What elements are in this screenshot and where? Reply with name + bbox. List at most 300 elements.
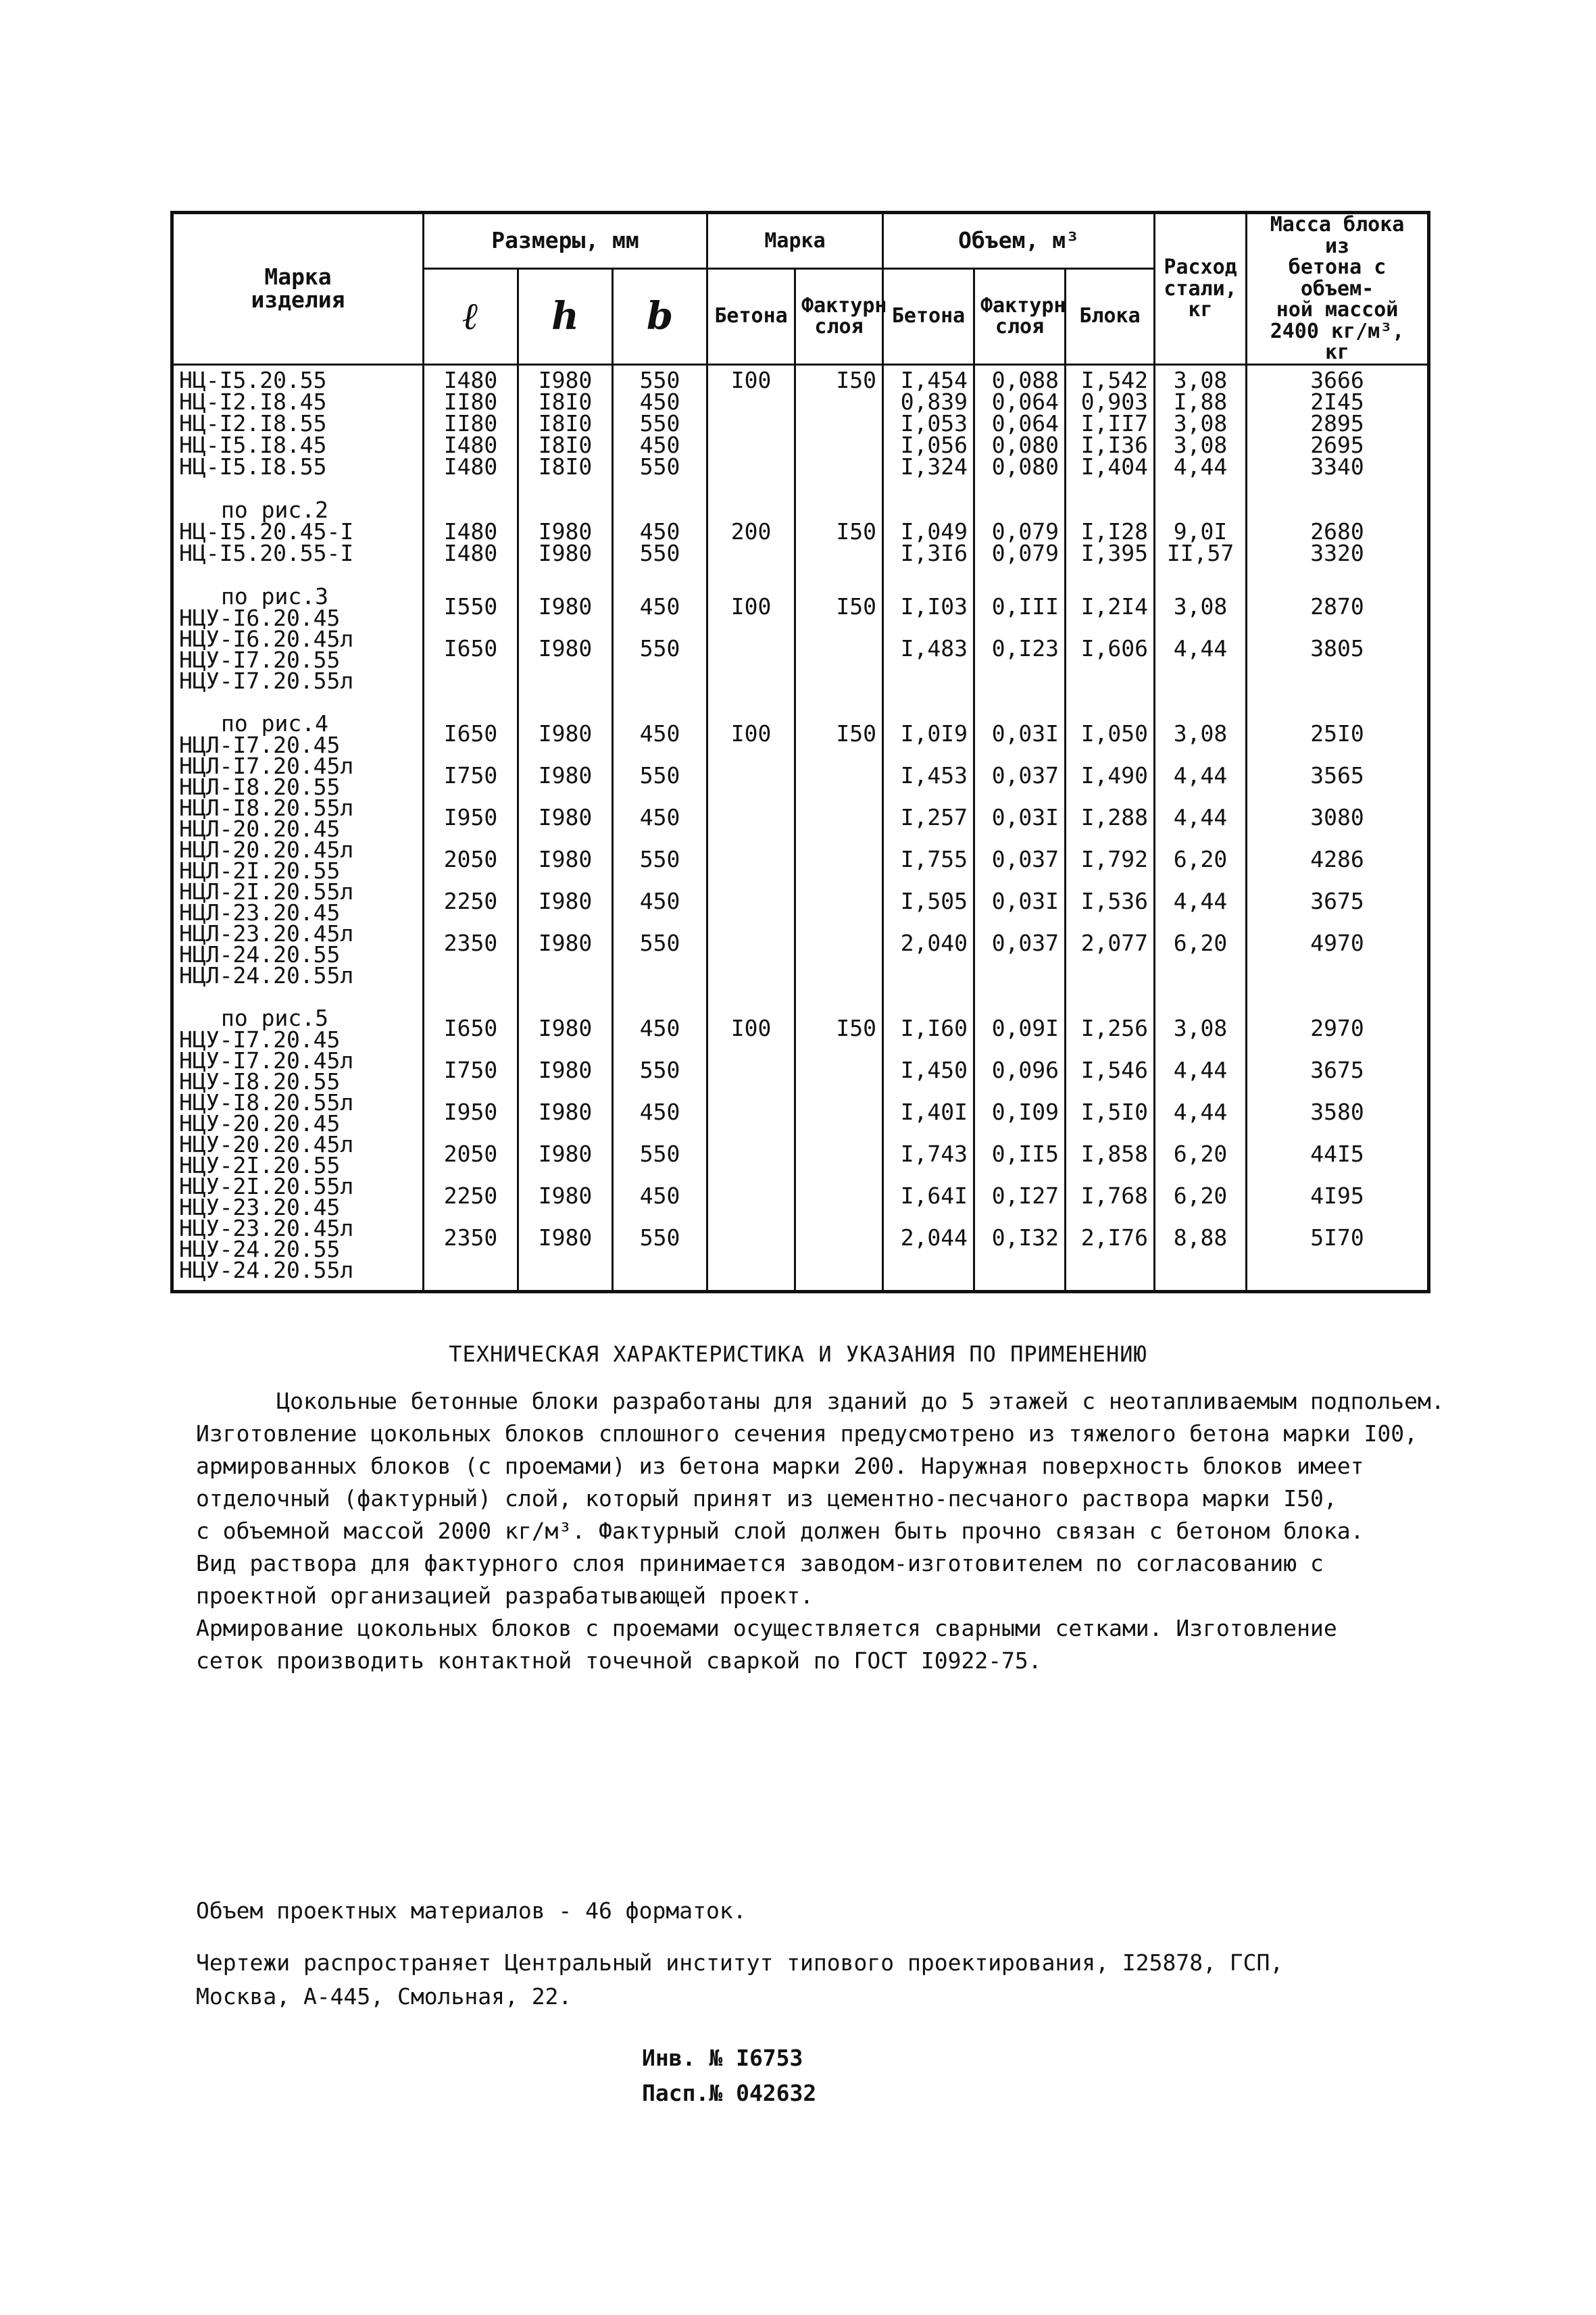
value-vk: I,606: [1080, 634, 1149, 662]
paragraph-line: Изготовление цокольных блоков сплошного сечения предусмотрено из тяжелого бетона марки I00,: [196, 1420, 1418, 1447]
value-mb: [714, 543, 789, 564]
value-vf: 0,080: [991, 431, 1059, 458]
mark-name: НЦ-I5.20.55-I: [179, 539, 354, 566]
table-row-group: [172, 574, 1429, 701]
value-b: 550: [639, 762, 680, 789]
value-mb: [714, 755, 789, 797]
value-mf: I50: [836, 720, 877, 747]
value-vk: 2,I76: [1080, 1224, 1149, 1251]
mark-name: НЦ-I5.20.55: [179, 366, 327, 393]
value-ms: 3565: [1310, 762, 1364, 789]
value-st: 3,08: [1173, 593, 1228, 620]
mark-name: НЦУ-24.20.55л: [179, 1256, 354, 1283]
mark-name: НЦУ-20.20.45л: [179, 1130, 354, 1158]
table-row-group: [172, 701, 1429, 995]
value-mb: I00: [730, 720, 772, 747]
value-vb: 2,044: [900, 1224, 968, 1251]
header-length: ℓ: [424, 268, 518, 364]
value-ms: 25I0: [1310, 720, 1364, 747]
cell-b: [613, 364, 707, 487]
value-mf: [801, 755, 876, 797]
paragraph-line: Армирование цокольных блоков с проемами осуществляется сварными сетками. Изготовление: [196, 1615, 1337, 1641]
mark-name: НЦУ-I7.20.55: [179, 646, 341, 673]
cell-mf: [795, 995, 883, 1292]
value-vk: I,858: [1080, 1140, 1149, 1167]
inventory-number: Инв. № I6753: [642, 2045, 803, 2071]
value-ms: 3805: [1310, 634, 1364, 662]
value-st: 4,44: [1173, 453, 1228, 480]
value-h: I980: [538, 1014, 593, 1041]
value-mb: [714, 413, 789, 434]
value-b: 450: [639, 887, 680, 914]
mark-name: НЦ-I5.I8.45: [179, 431, 327, 458]
value-b: 550: [639, 409, 680, 437]
value-l: I750: [443, 1056, 498, 1083]
cell-mark: [172, 364, 424, 487]
value-st: 3,08: [1173, 720, 1228, 747]
value-b: 550: [639, 929, 680, 956]
cell-vf: [974, 364, 1066, 487]
mark-name: НЦУ-20.20.45: [179, 1110, 341, 1137]
value-mf: [801, 839, 876, 880]
paragraph-line: проектной организацией разрабатывающей проект.: [196, 1583, 814, 1609]
value-ms: 3320: [1310, 539, 1364, 566]
cell-vb: [883, 701, 974, 995]
value-st: I,88: [1173, 388, 1228, 415]
value-vb: 2,040: [900, 929, 968, 956]
group-caption: по рис.5: [221, 1004, 328, 1031]
mark-name: НЦЛ-I8.20.55л: [179, 794, 354, 821]
value-b: 450: [639, 431, 680, 458]
value-mf: [801, 456, 876, 478]
value-vk: I,404: [1080, 453, 1149, 480]
cell-mf: [795, 574, 883, 701]
spacer: [619, 499, 701, 521]
value-h: I980: [538, 803, 593, 830]
value-st: II,57: [1166, 539, 1235, 566]
header-marka: Марка: [707, 213, 883, 269]
value-vb: I,505: [900, 887, 968, 914]
value-vb: I,257: [900, 803, 968, 830]
header-volume-block: Блока: [1066, 268, 1155, 364]
value-vb: I,40I: [900, 1098, 968, 1125]
cell-mb: [707, 487, 795, 574]
value-vk: I,768: [1080, 1182, 1149, 1209]
value-vf: 0,03I: [991, 720, 1059, 747]
value-h: I980: [538, 518, 593, 545]
value-vk: I,536: [1080, 887, 1149, 914]
paragraph-line: с объемной массой 2000 кг/м³. Фактурный слой должен быть прочно связан с бетоном блока.: [196, 1518, 1364, 1544]
value-vb: I,053: [900, 409, 968, 437]
paragraph-line: сеток производить контактной точечной сваркой по ГОСТ I0922-75.: [196, 1647, 1042, 1674]
cell-l: [424, 701, 518, 995]
value-st: 4,44: [1173, 634, 1228, 662]
value-vk: I,2I4: [1080, 593, 1149, 620]
value-vk: I,490: [1080, 762, 1149, 789]
header-marka-beton: Бетона: [707, 268, 795, 364]
value-b: 550: [639, 634, 680, 662]
cell-l: [424, 574, 518, 701]
value-ms: 2870: [1310, 593, 1364, 620]
cell-vk: [1066, 574, 1155, 701]
value-mf: [801, 1049, 876, 1091]
value-ms: 2695: [1310, 431, 1364, 458]
cell-mb: [707, 995, 795, 1292]
value-h: I980: [538, 929, 593, 956]
value-vb: I,0I9: [900, 720, 968, 747]
cell-ms: [1247, 487, 1429, 574]
value-vb: I,I60: [900, 1014, 968, 1041]
mark-name: НЦУ-I7.20.45: [179, 1026, 341, 1053]
section-title: ТЕХНИЧЕСКАЯ ХАРАКТЕРИСТИКА И УКАЗАНИЯ ПО ПРИМЕНЕНИЮ: [449, 1341, 1147, 1367]
header-steel: Расход стали, кг: [1155, 213, 1247, 365]
value-h: I980: [538, 1224, 593, 1251]
value-l: 2050: [443, 845, 498, 872]
value-b: 450: [639, 1014, 680, 1041]
cell-ms: [1247, 995, 1429, 1292]
header-mass: Масса блока из бетона с объем- ной массой 2400 кг/м³, кг: [1247, 213, 1429, 365]
value-vf: 0,II5: [991, 1140, 1059, 1167]
value-vb: I,049: [900, 518, 968, 545]
value-vk: I,256: [1080, 1014, 1149, 1041]
value-b: 450: [639, 1098, 680, 1125]
specification-table: [170, 211, 1430, 1293]
value-mf: I50: [836, 366, 877, 393]
spacer: [524, 499, 606, 521]
cell-st: [1155, 487, 1247, 574]
value-h: I8I0: [538, 453, 593, 480]
value-vf: 0,037: [991, 929, 1059, 956]
value-st: 3,08: [1173, 409, 1228, 437]
value-ms: 3080: [1310, 803, 1364, 830]
group-caption: по рис.2: [221, 496, 328, 523]
value-vb: I,I03: [900, 593, 968, 620]
cell-b: [613, 487, 707, 574]
value-st: 3,08: [1173, 366, 1228, 393]
value-mb: [714, 1217, 789, 1259]
mark-name: НЦЛ-2I.20.55: [179, 857, 341, 884]
mark-name: НЦУ-2I.20.55л: [179, 1172, 354, 1199]
value-mf: [801, 628, 876, 670]
mark-name: НЦУ-I6.20.45л: [179, 625, 354, 652]
mark-name: НЦ-I2.I8.55: [179, 409, 327, 437]
cell-vk: [1066, 701, 1155, 995]
distribution-note: [196, 1946, 1426, 2014]
cell-st: [1155, 574, 1247, 701]
value-vf: 0,064: [991, 388, 1059, 415]
cell-vb: [883, 995, 974, 1292]
value-l: 2250: [443, 1182, 498, 1209]
value-ms: 2970: [1310, 1014, 1364, 1041]
cell-vk: [1066, 487, 1155, 574]
value-vk: I,I36: [1080, 431, 1149, 458]
value-mb: I00: [730, 366, 772, 393]
value-ms: 2680: [1310, 518, 1364, 545]
header-volume-fakt: Фактурн слоя: [974, 268, 1066, 364]
cell-vb: [883, 574, 974, 701]
value-vk: I,542: [1080, 366, 1149, 393]
inventory-block: [642, 2041, 816, 2111]
mark-name: НЦУ-23.20.45: [179, 1193, 341, 1220]
value-h: I980: [538, 366, 593, 393]
value-vb: I,454: [900, 366, 968, 393]
cell-ms: [1247, 364, 1429, 487]
mark-name: НЦУ-I7.20.45л: [179, 1047, 354, 1074]
value-l: 2050: [443, 1140, 498, 1167]
mark-name: НЦУ-I6.20.45: [179, 604, 341, 631]
value-vk: 2,077: [1080, 929, 1149, 956]
value-vk: I,288: [1080, 803, 1149, 830]
cell-mb: [707, 574, 795, 701]
value-l: I650: [443, 720, 498, 747]
value-h: I980: [538, 539, 593, 566]
cell-b: [613, 574, 707, 701]
header-sizes: Размеры, мм: [424, 213, 707, 269]
value-vf: 0,III: [991, 593, 1059, 620]
value-mb: [714, 797, 789, 839]
header-mark: Марка изделия: [172, 213, 424, 365]
value-st: 8,88: [1173, 1224, 1228, 1251]
value-vf: 0,I23: [991, 634, 1059, 662]
cell-st: [1155, 364, 1247, 487]
cell-h: [518, 487, 613, 574]
cell-mf: [795, 364, 883, 487]
mark-name: НЦ-I5.20.45-I: [179, 518, 354, 545]
value-b: 450: [639, 720, 680, 747]
value-mf: I50: [836, 518, 877, 545]
group-caption: по рис.3: [221, 582, 328, 609]
value-mb: [714, 1175, 789, 1217]
value-vk: I,II7: [1080, 409, 1149, 437]
paragraph-line: армированных блоков (с проемами) из бетона марки 200. Наружная поверхность блоков имеет: [196, 1453, 1364, 1479]
mark-name: НЦЛ-24.20.55л: [179, 962, 354, 989]
value-mb: [714, 628, 789, 670]
value-vf: 0,03I: [991, 887, 1059, 914]
value-vf: 0,079: [991, 539, 1059, 566]
value-st: 3,08: [1173, 431, 1228, 458]
value-vb: I,64I: [900, 1182, 968, 1209]
cell-mf: [795, 487, 883, 574]
cell-mark: [172, 995, 424, 1292]
value-l: I480: [443, 539, 498, 566]
spacer: [889, 499, 968, 521]
value-st: 9,0I: [1173, 518, 1228, 545]
value-vb: I,483: [900, 634, 968, 662]
mark-name: НЦЛ-I8.20.55: [179, 773, 341, 800]
spacer: [714, 499, 789, 521]
value-l: II80: [443, 388, 498, 415]
value-vk: I,546: [1080, 1056, 1149, 1083]
value-h: I980: [538, 762, 593, 789]
value-h: I980: [538, 1098, 593, 1125]
mark-name: НЦЛ-I7.20.45л: [179, 752, 354, 779]
value-h: I8I0: [538, 409, 593, 437]
cell-st: [1155, 995, 1247, 1292]
value-h: I980: [538, 1056, 593, 1083]
value-mb: [714, 1133, 789, 1175]
value-mb: [714, 1049, 789, 1091]
mark-name: НЦЛ-I7.20.45: [179, 731, 341, 758]
value-b: 550: [639, 539, 680, 566]
table-body: [172, 364, 1429, 1291]
value-ms: 2895: [1310, 409, 1364, 437]
value-vk: I,050: [1080, 720, 1149, 747]
value-mf: [801, 434, 876, 456]
value-ms: 2I45: [1310, 388, 1364, 415]
mark-name: НЦЛ-20.20.45л: [179, 836, 354, 863]
value-l: I950: [443, 803, 498, 830]
value-l: I480: [443, 431, 498, 458]
cell-h: [518, 364, 613, 487]
value-mb: I00: [730, 593, 772, 620]
spacer: [1253, 499, 1422, 521]
value-ms: 3675: [1310, 887, 1364, 914]
cell-l: [424, 995, 518, 1292]
value-mf: [801, 1133, 876, 1175]
value-vk: I,395: [1080, 539, 1149, 566]
cell-b: [613, 701, 707, 995]
value-b: 450: [639, 388, 680, 415]
value-h: I980: [538, 720, 593, 747]
value-mb: [714, 456, 789, 478]
value-vk: I,5I0: [1080, 1098, 1149, 1125]
cell-h: [518, 701, 613, 995]
value-l: 2250: [443, 887, 498, 914]
value-h: I980: [538, 634, 593, 662]
spacer: [430, 499, 512, 521]
value-l: I480: [443, 453, 498, 480]
spacer: [1072, 499, 1148, 521]
mark-name: НЦ-I2.I8.45: [179, 388, 327, 415]
mark-name: НЦУ-2I.20.55: [179, 1151, 341, 1178]
value-vb: I,450: [900, 1056, 968, 1083]
value-b: 550: [639, 453, 680, 480]
value-mb: [714, 880, 789, 922]
value-mb: [714, 1091, 789, 1133]
mark-name: НЦЛ-23.20.45: [179, 899, 341, 926]
value-st: 4,44: [1173, 887, 1228, 914]
value-ms: 3675: [1310, 1056, 1364, 1083]
value-h: I8I0: [538, 431, 593, 458]
value-vf: 0,080: [991, 453, 1059, 480]
value-mf: [801, 880, 876, 922]
value-h: I980: [538, 887, 593, 914]
value-b: 550: [639, 1140, 680, 1167]
value-l: I550: [443, 593, 498, 620]
header-width: b: [613, 268, 707, 364]
value-b: 450: [639, 803, 680, 830]
value-vf: 0,079: [991, 518, 1059, 545]
cell-vf: [974, 487, 1066, 574]
mark-name: НЦЛ-23.20.45л: [179, 920, 354, 947]
mark-name: НЦЛ-2I.20.55л: [179, 878, 354, 905]
value-vb: I,743: [900, 1140, 968, 1167]
value-vf: 0,096: [991, 1056, 1059, 1083]
cell-mb: [707, 364, 795, 487]
value-ms: 44I5: [1310, 1140, 1364, 1167]
value-vf: 0,064: [991, 409, 1059, 437]
value-vk: 0,903: [1080, 388, 1149, 415]
value-ms: 3340: [1310, 453, 1364, 480]
paragraph-line: Вид раствора для фактурного слоя принимается заводом-изготовителем по согласованию с: [196, 1550, 1324, 1576]
cell-vk: [1066, 995, 1155, 1292]
value-st: 4,44: [1173, 803, 1228, 830]
mark-name: НЦУ-23.20.45л: [179, 1214, 354, 1241]
value-st: 4,44: [1173, 762, 1228, 789]
value-h: I8I0: [538, 388, 593, 415]
cell-mb: [707, 701, 795, 995]
value-vb: I,755: [900, 845, 968, 872]
header-volume: Объем, м³: [883, 213, 1155, 269]
value-ms: 3666: [1310, 366, 1364, 393]
value-vf: 0,I32: [991, 1224, 1059, 1251]
value-h: I980: [538, 845, 593, 872]
value-ms: 5I70: [1310, 1224, 1364, 1251]
value-st: 6,20: [1173, 845, 1228, 872]
value-l: I650: [443, 1014, 498, 1041]
cell-vb: [883, 364, 974, 487]
cell-vf: [974, 995, 1066, 1292]
value-mf: [801, 1091, 876, 1133]
cell-ms: [1247, 701, 1429, 995]
cell-vf: [974, 574, 1066, 701]
distribution-line-2: Москва, А-445, Смольная, 22.: [196, 1983, 572, 2010]
value-vf: 0,037: [991, 845, 1059, 872]
cell-mark: [172, 574, 424, 701]
value-h: I980: [538, 1182, 593, 1209]
distribution-line-1: Чертежи распространяет Центральный институт типового проектирования, I25878, ГСП,: [196, 1949, 1284, 1976]
value-vk: I,792: [1080, 845, 1149, 872]
value-mf: [801, 922, 876, 964]
mark-name: НЦУ-I8.20.55л: [179, 1089, 354, 1116]
materials-volume: Объем проектных материалов - 46 форматок.: [196, 1897, 747, 1924]
value-b: 550: [639, 1056, 680, 1083]
cell-st: [1155, 701, 1247, 995]
value-vf: 0,03I: [991, 803, 1059, 830]
value-b: 550: [639, 1224, 680, 1251]
value-h: I980: [538, 593, 593, 620]
cell-mark: [172, 701, 424, 995]
mark-name: НЦ-I5.I8.55: [179, 453, 327, 480]
value-mb: [714, 839, 789, 880]
table-row-group: [172, 995, 1429, 1292]
value-l: 2350: [443, 1224, 498, 1251]
paragraph-line: Цокольные бетонные блоки разработаны для зданий до 5 этажей с неотапливаемым подпольем.: [196, 1388, 1445, 1414]
value-mf: I50: [836, 593, 877, 620]
value-mf: I50: [836, 1014, 877, 1041]
value-mf: [801, 413, 876, 434]
description-paragraph: [196, 1385, 1445, 1677]
value-l: II80: [443, 409, 498, 437]
passport-number: Пасп.№ 042632: [642, 2080, 817, 2106]
value-vb: I,453: [900, 762, 968, 789]
mark-name: НЦЛ-20.20.45: [179, 815, 341, 842]
cell-vk: [1066, 364, 1155, 487]
table-row-group: [172, 487, 1429, 574]
value-ms: 4I95: [1310, 1182, 1364, 1209]
value-mb: [714, 434, 789, 456]
cell-ms: [1247, 574, 1429, 701]
cell-mark: [172, 487, 424, 574]
value-ms: 4286: [1310, 845, 1364, 872]
value-st: 6,20: [1173, 1182, 1228, 1209]
value-vf: 0,I27: [991, 1182, 1059, 1209]
value-st: 4,44: [1173, 1056, 1228, 1083]
value-vf: 0,09I: [991, 1014, 1059, 1041]
cell-vb: [883, 487, 974, 574]
value-vb: I,324: [900, 453, 968, 480]
value-l: I480: [443, 366, 498, 393]
